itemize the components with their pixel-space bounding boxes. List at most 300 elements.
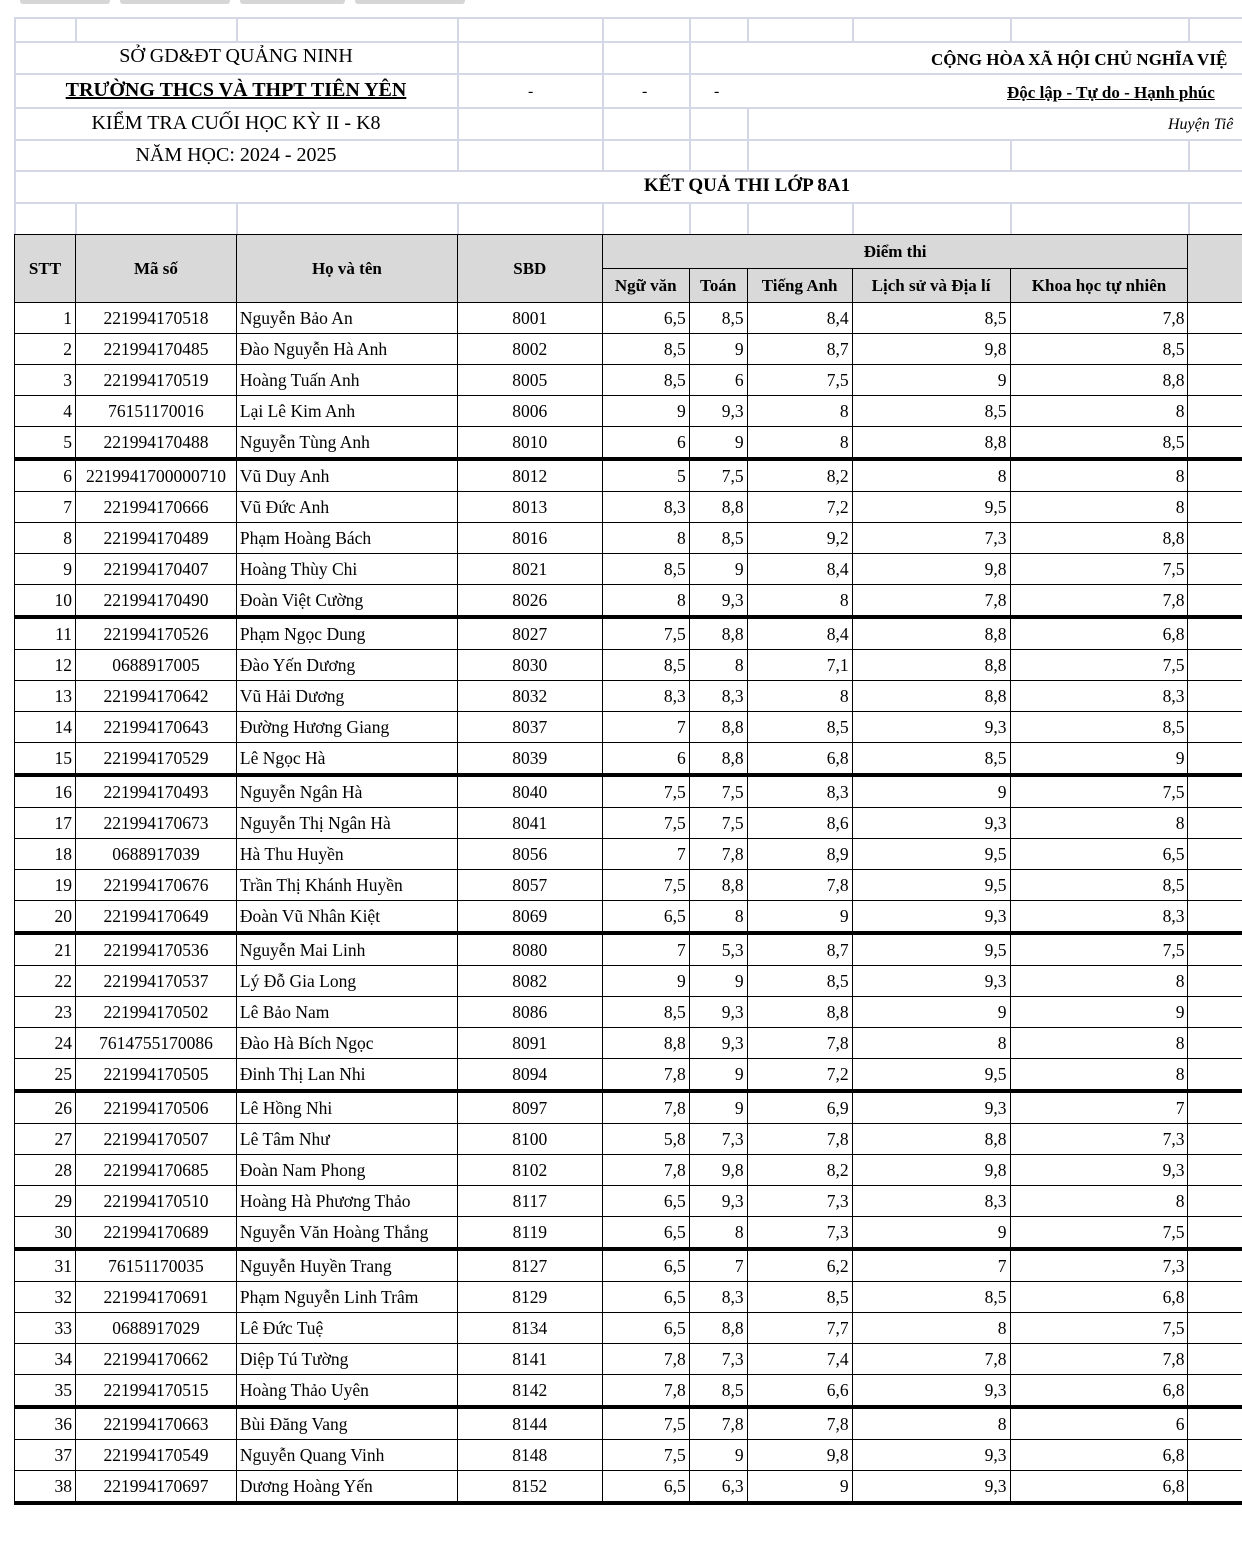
- ho-ten-cell: Phạm Hoàng Bách: [236, 523, 457, 554]
- header-sbd: SBD: [457, 235, 602, 303]
- lich-su-dia-li-cell: 9: [852, 775, 1010, 808]
- table-row: [15, 1375, 1242, 1408]
- extra-cell: [1188, 743, 1242, 776]
- khoa-hoc-tu-nhien-cell: 7,5: [1010, 933, 1188, 966]
- ma-so-cell: 221994170697: [75, 1471, 236, 1504]
- table-row: [15, 585, 1242, 618]
- ma-so-cell: 221994170537: [75, 966, 236, 997]
- ho-ten-cell: Hoàng Thảo Uyên: [236, 1375, 457, 1408]
- ngu-van-cell: 8,8: [602, 1028, 689, 1059]
- tieng-anh-cell: 7,1: [747, 650, 852, 681]
- tieng-anh-cell: 8,5: [747, 712, 852, 743]
- lich-su-dia-li-cell: 9,3: [852, 1375, 1010, 1408]
- toan-cell: 7: [689, 1249, 747, 1282]
- stt-cell: 9: [15, 554, 76, 585]
- ma-so-cell: 221994170518: [75, 303, 236, 334]
- khoa-hoc-tu-nhien-cell: 6: [1010, 1407, 1188, 1440]
- khoa-hoc-tu-nhien-cell: 7,3: [1010, 1249, 1188, 1282]
- table-row: [15, 492, 1242, 523]
- khoa-hoc-tu-nhien-cell: 8: [1010, 1186, 1188, 1217]
- khoa-hoc-tu-nhien-cell: 6,5: [1010, 839, 1188, 870]
- lich-su-dia-li-cell: 8: [852, 1028, 1010, 1059]
- stt-cell: 32: [15, 1282, 76, 1313]
- lich-su-dia-li-cell: 8,5: [852, 396, 1010, 427]
- header-subject-toan: Toán: [689, 269, 747, 303]
- ho-ten-cell: Phạm Nguyễn Linh Trâm: [236, 1282, 457, 1313]
- ngu-van-cell: 7,8: [602, 1091, 689, 1124]
- header-ma-so: Mã số: [75, 235, 236, 303]
- khoa-hoc-tu-nhien-cell: 8: [1010, 459, 1188, 492]
- ma-so-cell: 221994170506: [75, 1091, 236, 1124]
- sbd-cell: 8010: [457, 427, 602, 460]
- sbd-cell: 8134: [457, 1313, 602, 1344]
- table-row: [15, 459, 1242, 492]
- ho-ten-cell: Nguyễn Tùng Anh: [236, 427, 457, 460]
- toan-cell: 9: [689, 966, 747, 997]
- ma-so-cell: 221994170676: [75, 870, 236, 901]
- ma-so-cell: 2219941700000710: [75, 459, 236, 492]
- ngu-van-cell: 7,5: [602, 1440, 689, 1471]
- stt-cell: 11: [15, 617, 76, 650]
- toan-cell: 6: [689, 365, 747, 396]
- stt-cell: 10: [15, 585, 76, 618]
- table-row: [15, 839, 1242, 870]
- extra-cell: [1188, 1313, 1242, 1344]
- toan-cell: 9,3: [689, 1028, 747, 1059]
- stt-cell: 18: [15, 839, 76, 870]
- khoa-hoc-tu-nhien-cell: 8,5: [1010, 427, 1188, 460]
- stt-cell: 17: [15, 808, 76, 839]
- ma-so-cell: 221994170689: [75, 1217, 236, 1250]
- sbd-cell: 8013: [457, 492, 602, 523]
- tieng-anh-cell: 8,2: [747, 459, 852, 492]
- ho-ten-cell: Hoàng Hà Phương Thảo: [236, 1186, 457, 1217]
- toan-cell: 7,5: [689, 808, 747, 839]
- ho-ten-cell: Nguyễn Ngân Hà: [236, 775, 457, 808]
- stt-cell: 8: [15, 523, 76, 554]
- tieng-anh-cell: 8,8: [747, 997, 852, 1028]
- sbd-cell: 8016: [457, 523, 602, 554]
- stt-cell: 13: [15, 681, 76, 712]
- lich-su-dia-li-cell: 8,8: [852, 681, 1010, 712]
- table-row: [15, 712, 1242, 743]
- stt-cell: 6: [15, 459, 76, 492]
- ma-so-cell: 221994170691: [75, 1282, 236, 1313]
- ma-so-cell: 0688917005: [75, 650, 236, 681]
- ma-so-cell: 221994170529: [75, 743, 236, 776]
- khoa-hoc-tu-nhien-cell: 7,5: [1010, 650, 1188, 681]
- extra-cell: [1188, 365, 1242, 396]
- extra-cell: [1188, 585, 1242, 618]
- ho-ten-cell: Nguyễn Huyền Trang: [236, 1249, 457, 1282]
- lich-su-dia-li-cell: 8: [852, 1313, 1010, 1344]
- lich-su-dia-li-cell: 8: [852, 459, 1010, 492]
- sbd-cell: 8144: [457, 1407, 602, 1440]
- toan-cell: 7,5: [689, 775, 747, 808]
- lich-su-dia-li-cell: 9,3: [852, 901, 1010, 934]
- stt-cell: 20: [15, 901, 76, 934]
- header-subject-ngu-van: Ngữ văn: [602, 269, 689, 303]
- ngu-van-cell: 6,5: [602, 1186, 689, 1217]
- ngu-van-cell: 7: [602, 712, 689, 743]
- toan-cell: 9: [689, 554, 747, 585]
- stt-cell: 15: [15, 743, 76, 776]
- sbd-cell: 8141: [457, 1344, 602, 1375]
- ngu-van-cell: 7,5: [602, 808, 689, 839]
- header-subject-khoa-hoc-tu-nhien: Khoa học tự nhiên: [1010, 269, 1188, 303]
- tieng-anh-cell: 7,5: [747, 365, 852, 396]
- table-row: [15, 1407, 1242, 1440]
- table-row: [15, 775, 1242, 808]
- ho-ten-cell: Nguyễn Quang Vinh: [236, 1440, 457, 1471]
- ma-so-cell: 221994170519: [75, 365, 236, 396]
- header-ho-ten: Họ và tên: [236, 235, 457, 303]
- ngu-van-cell: 9: [602, 966, 689, 997]
- tieng-anh-cell: 7,8: [747, 1124, 852, 1155]
- table-row: [15, 997, 1242, 1028]
- table-row: [15, 933, 1242, 966]
- browser-tab-strip: [0, 0, 1242, 6]
- khoa-hoc-tu-nhien-cell: 8,3: [1010, 901, 1188, 934]
- ho-ten-cell: Lê Tâm Như: [236, 1124, 457, 1155]
- lich-su-dia-li-cell: 8,8: [852, 617, 1010, 650]
- sbd-cell: 8152: [457, 1471, 602, 1504]
- sbd-cell: 8005: [457, 365, 602, 396]
- ma-so-cell: 221994170490: [75, 585, 236, 618]
- table-row: [15, 1028, 1242, 1059]
- ma-so-cell: 221994170549: [75, 1440, 236, 1471]
- extra-cell: [1188, 997, 1242, 1028]
- ho-ten-cell: Đinh Thị Lan Nhi: [236, 1059, 457, 1092]
- tieng-anh-cell: 7,2: [747, 1059, 852, 1092]
- ma-so-cell: 76151170035: [75, 1249, 236, 1282]
- sbd-cell: 8006: [457, 396, 602, 427]
- stt-cell: 25: [15, 1059, 76, 1092]
- tieng-anh-cell: 6,9: [747, 1091, 852, 1124]
- table-row: [15, 808, 1242, 839]
- khoa-hoc-tu-nhien-cell: 9: [1010, 997, 1188, 1028]
- ngu-van-cell: 5,8: [602, 1124, 689, 1155]
- sbd-cell: 8032: [457, 681, 602, 712]
- khoa-hoc-tu-nhien-cell: 7,5: [1010, 775, 1188, 808]
- ma-so-cell: 0688917029: [75, 1313, 236, 1344]
- lich-su-dia-li-cell: 7: [852, 1249, 1010, 1282]
- tieng-anh-cell: 8,4: [747, 554, 852, 585]
- extra-cell: [1188, 870, 1242, 901]
- table-row: [15, 1155, 1242, 1186]
- ngu-van-cell: 7,8: [602, 1344, 689, 1375]
- stt-cell: 28: [15, 1155, 76, 1186]
- table-row: [15, 1313, 1242, 1344]
- extra-cell: [1188, 966, 1242, 997]
- ma-so-cell: 0688917039: [75, 839, 236, 870]
- table-row: [15, 523, 1242, 554]
- tieng-anh-cell: 7,8: [747, 1028, 852, 1059]
- extra-cell: [1188, 1375, 1242, 1408]
- ho-ten-cell: Đào Hà Bích Ngọc: [236, 1028, 457, 1059]
- school-name: TRƯỜNG THCS VÀ THPT TIÊN YÊN: [65, 79, 407, 101]
- ngu-van-cell: 8: [602, 523, 689, 554]
- lich-su-dia-li-cell: 8,8: [852, 427, 1010, 460]
- header-subject-tieng-anh: Tiếng Anh: [747, 269, 852, 303]
- ho-ten-cell: Hà Thu Huyền: [236, 839, 457, 870]
- sbd-cell: 8041: [457, 808, 602, 839]
- stt-cell: 12: [15, 650, 76, 681]
- toan-cell: 9,3: [689, 1186, 747, 1217]
- tieng-anh-cell: 7,7: [747, 1313, 852, 1344]
- table-row: [15, 365, 1242, 396]
- table-row: [15, 303, 1242, 334]
- tieng-anh-cell: 8,9: [747, 839, 852, 870]
- stt-cell: 36: [15, 1407, 76, 1440]
- tieng-anh-cell: 8,7: [747, 334, 852, 365]
- extra-cell: [1188, 839, 1242, 870]
- ngu-van-cell: 8,5: [602, 650, 689, 681]
- extra-cell: [1188, 933, 1242, 966]
- sbd-cell: 8129: [457, 1282, 602, 1313]
- dash-mark: -: [528, 83, 534, 100]
- sbd-cell: 8069: [457, 901, 602, 934]
- khoa-hoc-tu-nhien-cell: 7,5: [1010, 1217, 1188, 1250]
- extra-cell: [1188, 1155, 1242, 1186]
- ho-ten-cell: Bùi Đăng Vang: [236, 1407, 457, 1440]
- ngu-van-cell: 8,3: [602, 681, 689, 712]
- toan-cell: 8: [689, 901, 747, 934]
- khoa-hoc-tu-nhien-cell: 6,8: [1010, 1282, 1188, 1313]
- toan-cell: 8,8: [689, 870, 747, 901]
- ngu-van-cell: 8,3: [602, 492, 689, 523]
- toan-cell: 5,3: [689, 933, 747, 966]
- lich-su-dia-li-cell: 9,8: [852, 334, 1010, 365]
- lich-su-dia-li-cell: 9: [852, 997, 1010, 1028]
- stt-cell: 24: [15, 1028, 76, 1059]
- toan-cell: 8,8: [689, 712, 747, 743]
- toan-cell: 8: [689, 650, 747, 681]
- ma-so-cell: 221994170493: [75, 775, 236, 808]
- table-row: [15, 1186, 1242, 1217]
- extra-cell: [1188, 775, 1242, 808]
- tieng-anh-cell: 6,6: [747, 1375, 852, 1408]
- sbd-cell: 8091: [457, 1028, 602, 1059]
- ngu-van-cell: 8,5: [602, 997, 689, 1028]
- ho-ten-cell: Vũ Duy Anh: [236, 459, 457, 492]
- ma-so-cell: 221994170526: [75, 617, 236, 650]
- khoa-hoc-tu-nhien-cell: 8,5: [1010, 712, 1188, 743]
- toan-cell: 8,8: [689, 492, 747, 523]
- place-date: Huyện Tiê: [1168, 116, 1234, 133]
- khoa-hoc-tu-nhien-cell: 9: [1010, 743, 1188, 776]
- table-row: [15, 334, 1242, 365]
- ma-so-cell: 7614755170086: [75, 1028, 236, 1059]
- extra-cell: [1188, 1471, 1242, 1504]
- ngu-van-cell: 7,5: [602, 617, 689, 650]
- extra-cell: [1188, 303, 1242, 334]
- toan-cell: 9: [689, 334, 747, 365]
- table-row: [15, 554, 1242, 585]
- ngu-van-cell: 7,5: [602, 1407, 689, 1440]
- ho-ten-cell: Đường Hương Giang: [236, 712, 457, 743]
- stt-cell: 38: [15, 1471, 76, 1504]
- tieng-anh-cell: 8,6: [747, 808, 852, 839]
- lich-su-dia-li-cell: 9: [852, 1217, 1010, 1250]
- khoa-hoc-tu-nhien-cell: 7,8: [1010, 303, 1188, 334]
- header-subject-lich-su-dia-li: Lịch sử và Địa lí: [852, 269, 1010, 303]
- toan-cell: 9: [689, 1059, 747, 1092]
- ngu-van-cell: 8,5: [602, 365, 689, 396]
- lich-su-dia-li-cell: 9,3: [852, 1091, 1010, 1124]
- national-motto: Độc lập - Tự do - Hạnh phúc: [1007, 83, 1215, 102]
- sbd-cell: 8097: [457, 1091, 602, 1124]
- extra-cell: [1188, 396, 1242, 427]
- lich-su-dia-li-cell: 9,8: [852, 1155, 1010, 1186]
- stt-cell: 31: [15, 1249, 76, 1282]
- table-row: [15, 1091, 1242, 1124]
- tieng-anh-cell: 7,3: [747, 1186, 852, 1217]
- results-title: KẾT QUẢ THI LỚP 8A1: [643, 175, 851, 196]
- table-row: [15, 1282, 1242, 1313]
- stt-cell: 1: [15, 303, 76, 334]
- ma-so-cell: 221994170489: [75, 523, 236, 554]
- extra-cell: [1188, 617, 1242, 650]
- khoa-hoc-tu-nhien-cell: 8: [1010, 396, 1188, 427]
- tieng-anh-cell: 6,8: [747, 743, 852, 776]
- toan-cell: 8,8: [689, 617, 747, 650]
- spreadsheet: [14, 17, 1242, 1529]
- ngu-van-cell: 8,5: [602, 554, 689, 585]
- sbd-cell: 8012: [457, 459, 602, 492]
- stt-cell: 35: [15, 1375, 76, 1408]
- tieng-anh-cell: 8,4: [747, 303, 852, 334]
- extra-cell: [1188, 1124, 1242, 1155]
- lich-su-dia-li-cell: 9,3: [852, 808, 1010, 839]
- toan-cell: 8,5: [689, 303, 747, 334]
- table-row: [15, 681, 1242, 712]
- lich-su-dia-li-cell: 8,8: [852, 650, 1010, 681]
- lich-su-dia-li-cell: 9,3: [852, 712, 1010, 743]
- khoa-hoc-tu-nhien-cell: 6,8: [1010, 1440, 1188, 1471]
- extra-cell: [1188, 459, 1242, 492]
- toan-cell: 7,8: [689, 839, 747, 870]
- khoa-hoc-tu-nhien-cell: 7,8: [1010, 1344, 1188, 1375]
- sbd-cell: 8026: [457, 585, 602, 618]
- ho-ten-cell: Lê Hồng Nhi: [236, 1091, 457, 1124]
- ho-ten-cell: Vũ Đức Anh: [236, 492, 457, 523]
- stt-cell: 5: [15, 427, 76, 460]
- ngu-van-cell: 8: [602, 585, 689, 618]
- stt-cell: 37: [15, 1440, 76, 1471]
- toan-cell: 9: [689, 1440, 747, 1471]
- extra-cell: [1188, 492, 1242, 523]
- extra-cell: [1188, 334, 1242, 365]
- ma-so-cell: 221994170507: [75, 1124, 236, 1155]
- khoa-hoc-tu-nhien-cell: 8,5: [1010, 334, 1188, 365]
- ngu-van-cell: 7,8: [602, 1375, 689, 1408]
- ho-ten-cell: Dương Hoàng Yến: [236, 1471, 457, 1504]
- lich-su-dia-li-cell: 7,3: [852, 523, 1010, 554]
- extra-cell: [1188, 1440, 1242, 1471]
- school-year: NĂM HỌC: 2024 - 2025: [135, 144, 337, 166]
- ho-ten-cell: Hoàng Thùy Chi: [236, 554, 457, 585]
- tieng-anh-cell: 8: [747, 396, 852, 427]
- extra-cell: [1188, 712, 1242, 743]
- ho-ten-cell: Nguyễn Bảo An: [236, 303, 457, 334]
- tieng-anh-cell: 8,2: [747, 1155, 852, 1186]
- stt-cell: 2: [15, 334, 76, 365]
- tieng-anh-cell: 7,8: [747, 870, 852, 901]
- extra-cell: [1188, 1217, 1242, 1250]
- tieng-anh-cell: 8: [747, 427, 852, 460]
- ngu-van-cell: 9: [602, 396, 689, 427]
- toan-cell: 7,3: [689, 1344, 747, 1375]
- lich-su-dia-li-cell: 7,8: [852, 585, 1010, 618]
- stt-cell: 30: [15, 1217, 76, 1250]
- lich-su-dia-li-cell: 9,5: [852, 933, 1010, 966]
- ngu-van-cell: 8,5: [602, 334, 689, 365]
- khoa-hoc-tu-nhien-cell: 7,8: [1010, 585, 1188, 618]
- ngu-van-cell: 6,5: [602, 1217, 689, 1250]
- ho-ten-cell: Nguyễn Mai Linh: [236, 933, 457, 966]
- khoa-hoc-tu-nhien-cell: 8,8: [1010, 365, 1188, 396]
- header-stt: STT: [15, 235, 76, 303]
- sbd-cell: 8100: [457, 1124, 602, 1155]
- khoa-hoc-tu-nhien-cell: 6,8: [1010, 1375, 1188, 1408]
- stt-cell: 34: [15, 1344, 76, 1375]
- ngu-van-cell: 6,5: [602, 901, 689, 934]
- table-row: [15, 617, 1242, 650]
- lich-su-dia-li-cell: 9,3: [852, 1440, 1010, 1471]
- extra-cell: [1188, 1059, 1242, 1092]
- ma-so-cell: 221994170488: [75, 427, 236, 460]
- table-row: [15, 870, 1242, 901]
- ngu-van-cell: 7,5: [602, 775, 689, 808]
- ngu-van-cell: 6: [602, 743, 689, 776]
- ma-so-cell: 221994170649: [75, 901, 236, 934]
- khoa-hoc-tu-nhien-cell: 8: [1010, 808, 1188, 839]
- sbd-cell: 8148: [457, 1440, 602, 1471]
- ngu-van-cell: 7: [602, 839, 689, 870]
- sbd-cell: 8094: [457, 1059, 602, 1092]
- tieng-anh-cell: 8,5: [747, 966, 852, 997]
- ho-ten-cell: Lại Lê Kim Anh: [236, 396, 457, 427]
- ma-so-cell: 221994170666: [75, 492, 236, 523]
- lich-su-dia-li-cell: 8: [852, 1407, 1010, 1440]
- sbd-cell: 8057: [457, 870, 602, 901]
- toan-cell: 9,3: [689, 585, 747, 618]
- toan-cell: 8,5: [689, 523, 747, 554]
- sbd-cell: 8021: [457, 554, 602, 585]
- results-table: [14, 234, 1242, 1505]
- ngu-van-cell: 7,8: [602, 1059, 689, 1092]
- ngu-van-cell: 6,5: [602, 1471, 689, 1504]
- table-row: [15, 1249, 1242, 1282]
- lich-su-dia-li-cell: 9,5: [852, 492, 1010, 523]
- table-row: [15, 1471, 1242, 1504]
- ngu-van-cell: 6,5: [602, 1282, 689, 1313]
- toan-cell: 8,8: [689, 743, 747, 776]
- toan-cell: 9,3: [689, 997, 747, 1028]
- sbd-cell: 8119: [457, 1217, 602, 1250]
- ho-ten-cell: Diệp Tú Tường: [236, 1344, 457, 1375]
- table-row: [15, 396, 1242, 427]
- khoa-hoc-tu-nhien-cell: 8: [1010, 1059, 1188, 1092]
- khoa-hoc-tu-nhien-cell: 9,3: [1010, 1155, 1188, 1186]
- sbd-cell: 8142: [457, 1375, 602, 1408]
- tieng-anh-cell: 9: [747, 901, 852, 934]
- stt-cell: 21: [15, 933, 76, 966]
- stt-cell: 33: [15, 1313, 76, 1344]
- toan-cell: 8,5: [689, 1375, 747, 1408]
- sbd-cell: 8039: [457, 743, 602, 776]
